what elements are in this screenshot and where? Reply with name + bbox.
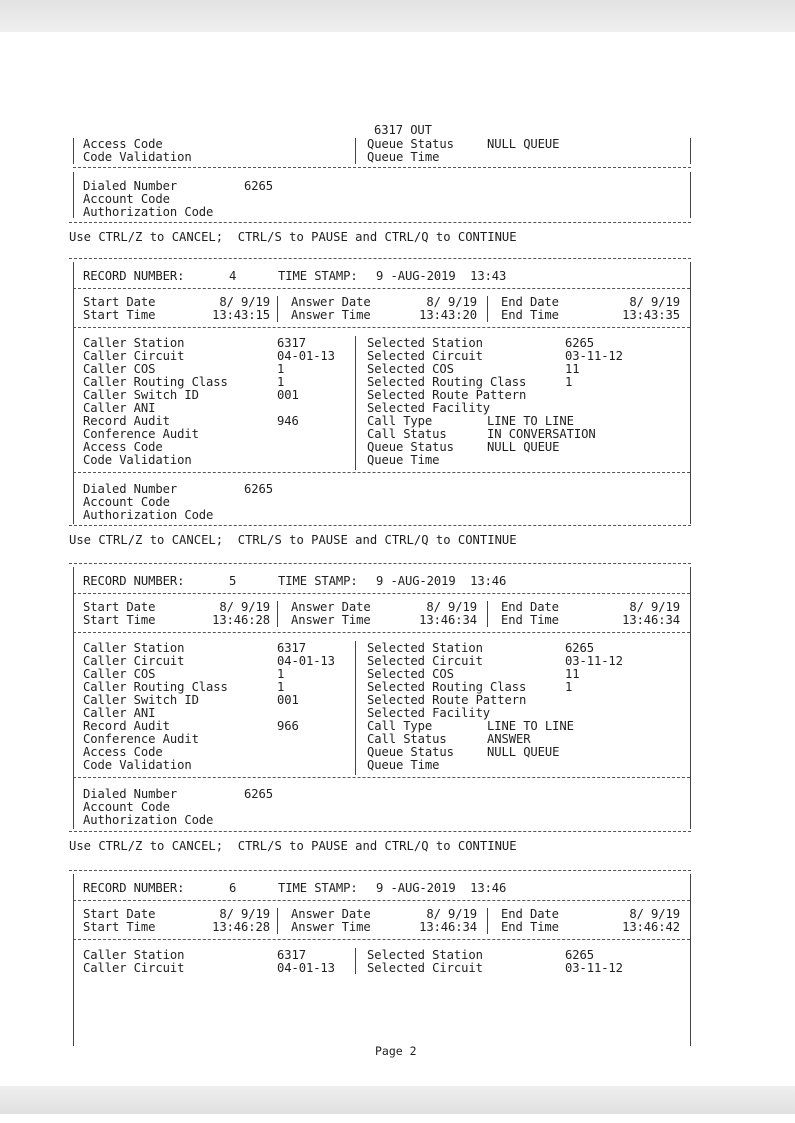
time-stamp-value: 9 -AUG-2019 13:46 [376,574,507,588]
caller-station-value: 6317 [277,336,306,350]
code-validation-label: Code Validation [83,150,192,164]
selected-routing-class-label: Selected Routing Class [367,680,527,694]
end-time-label: End Time [501,920,559,934]
queue-time-label: Queue Time [367,758,440,772]
selected-circuit-label: Selected Circuit [367,654,483,668]
call-status-value: IN CONVERSATION [487,427,596,441]
selected-routing-class-value: 1 [565,680,573,694]
caller-circuit-label: Caller Circuit [83,349,185,363]
dialed-number-value: 6265 [244,787,273,801]
call-status-label: Call Status [367,427,447,441]
call-type-label: Call Type [367,414,433,428]
answer-time-label: Answer Time [291,920,371,934]
selected-station-value: 6265 [565,641,594,655]
time-stamp-label: TIME STAMP: [278,574,358,588]
selected-facility-label: Selected Facility [367,706,491,720]
dialed-number-label: Dialed Number [83,482,178,496]
queue-time-label: Queue Time [367,453,440,467]
end-date-value: 8/ 9/19 [629,907,680,921]
caller-routing-class-label: Caller Routing Class [83,680,228,694]
caller-station-label: Caller Station [83,641,185,655]
caller-cos-label: Caller COS [83,667,156,681]
selected-cos-label: Selected COS [367,362,454,376]
selected-facility-label: Selected Facility [367,401,491,415]
queue-status-value: NULL QUEUE [487,137,560,151]
caller-station-value: 6317 [277,641,306,655]
caller-station-label: Caller Station [83,336,185,350]
selected-station-label: Selected Station [367,641,483,655]
record-audit-label: Record Audit [83,719,170,733]
caller-routing-class-label: Caller Routing Class [83,375,228,389]
end-date-value: 8/ 9/19 [629,600,680,614]
page-number: Page 2 [375,1044,417,1058]
record-number-value: 4 [229,269,237,283]
answer-date-value: 8/ 9/19 [426,907,477,921]
dialed-number-label: Dialed Number [83,179,178,193]
record-number-label: RECORD NUMBER: [83,574,185,588]
start-time-value: 13:46:28 [212,920,270,934]
start-date-label: Start Date [83,907,156,921]
selected-route-pattern-label: Selected Route Pattern [367,693,527,707]
caller-station-label: Caller Station [83,948,185,962]
time-stamp-label: TIME STAMP: [278,269,358,283]
queue-status-value: NULL QUEUE [487,440,560,454]
control-hint: Use CTRL/Z to CANCEL; CTRL/S to PAUSE and CTRL/Q to CONTINUE [69,230,517,244]
queue-status-value: NULL QUEUE [487,745,560,759]
end-time-label: End Time [501,308,559,322]
call-status-label: Call Status [367,732,447,746]
queue-status-label: Queue Status [367,745,454,759]
dialed-number-value: 6265 [244,482,273,496]
caller-circuit-value: 04-01-13 [277,349,335,363]
end-time-value: 13:46:34 [622,613,680,627]
selected-cos-label: Selected COS [367,667,454,681]
out-label: 6317 OUT [374,123,432,137]
caller-routing-class-value: 1 [277,375,285,389]
selected-cos-value: 11 [565,667,580,681]
account-code-label: Account Code [83,800,170,814]
selected-circuit-value: 03-11-12 [565,654,623,668]
caller-circuit-value: 04-01-13 [277,961,335,975]
start-date-label: Start Date [83,295,156,309]
caller-cos-value: 1 [277,667,285,681]
end-time-value: 13:43:35 [622,308,680,322]
caller-station-value: 6317 [277,948,306,962]
access-code-label: Access Code [83,137,163,151]
record-number-value: 6 [229,881,237,895]
time-stamp-value: 9 -AUG-2019 13:43 [376,269,507,283]
selected-station-value: 6265 [565,948,594,962]
answer-date-label: Answer Date [291,907,371,921]
selected-station-label: Selected Station [367,336,483,350]
conference-audit-label: Conference Audit [83,732,199,746]
start-date-value: 8/ 9/19 [219,295,270,309]
selected-station-value: 6265 [565,336,594,350]
end-date-label: End Date [501,600,559,614]
selected-circuit-value: 03-11-12 [565,349,623,363]
start-time-value: 13:46:28 [212,613,270,627]
account-code-label: Account Code [83,495,170,509]
code-validation-label: Code Validation [83,758,192,772]
answer-date-label: Answer Date [291,600,371,614]
record-audit-label: Record Audit [83,414,170,428]
selected-cos-value: 11 [565,362,580,376]
selected-station-label: Selected Station [367,948,483,962]
selected-route-pattern-label: Selected Route Pattern [367,388,527,402]
start-time-label: Start Time [83,920,156,934]
caller-cos-label: Caller COS [83,362,156,376]
answer-time-label: Answer Time [291,308,371,322]
end-time-label: End Time [501,613,559,627]
time-stamp-value: 9 -AUG-2019 13:46 [376,881,507,895]
caller-circuit-label: Caller Circuit [83,961,185,975]
caller-switch-id-value: 001 [277,693,299,707]
answer-date-value: 8/ 9/19 [426,295,477,309]
answer-time-value: 13:46:34 [419,920,477,934]
dialed-number-label: Dialed Number [83,787,178,801]
start-time-label: Start Time [83,308,156,322]
caller-circuit-label: Caller Circuit [83,654,185,668]
start-time-label: Start Time [83,613,156,627]
record-audit-value: 966 [277,719,299,733]
queue-status-label: Queue Status [367,440,454,454]
start-time-value: 13:43:15 [212,308,270,322]
end-date-label: End Date [501,295,559,309]
queue-status-label: Queue Status [367,137,454,151]
caller-circuit-value: 04-01-13 [277,654,335,668]
caller-switch-id-label: Caller Switch ID [83,388,199,402]
answer-date-value: 8/ 9/19 [426,600,477,614]
start-date-value: 8/ 9/19 [219,600,270,614]
dialed-number-value: 6265 [244,179,273,193]
selected-routing-class-label: Selected Routing Class [367,375,527,389]
queue-time-label: Queue Time [367,150,440,164]
code-validation-label: Code Validation [83,453,192,467]
end-time-value: 13:46:42 [622,920,680,934]
call-status-value: ANSWER [487,732,531,746]
end-date-value: 8/ 9/19 [629,295,680,309]
answer-date-label: Answer Date [291,295,371,309]
control-hint: Use CTRL/Z to CANCEL; CTRL/S to PAUSE and CTRL/Q to CONTINUE [69,533,517,547]
start-date-label: Start Date [83,600,156,614]
access-code-label: Access Code [83,745,163,759]
access-code-label: Access Code [83,440,163,454]
caller-ani-label: Caller ANI [83,401,156,415]
caller-cos-value: 1 [277,362,285,376]
start-date-value: 8/ 9/19 [219,907,270,921]
answer-time-label: Answer Time [291,613,371,627]
caller-routing-class-value: 1 [277,680,285,694]
record-audit-value: 946 [277,414,299,428]
call-type-label: Call Type [367,719,433,733]
selected-routing-class-value: 1 [565,375,573,389]
caller-ani-label: Caller ANI [83,706,156,720]
answer-time-value: 13:43:20 [419,308,477,322]
authorization-code-label: Authorization Code [83,508,214,522]
scan-edge-bottom [0,1086,795,1114]
time-stamp-label: TIME STAMP: [278,881,358,895]
record-number-value: 5 [229,574,237,588]
record-number-label: RECORD NUMBER: [83,269,185,283]
selected-circuit-value: 03-11-12 [565,961,623,975]
authorization-code-label: Authorization Code [83,813,214,827]
record-number-label: RECORD NUMBER: [83,881,185,895]
answer-time-value: 13:46:34 [419,613,477,627]
selected-circuit-label: Selected Circuit [367,349,483,363]
end-date-label: End Date [501,907,559,921]
scan-edge-top [0,0,795,32]
caller-switch-id-value: 001 [277,388,299,402]
call-type-value: LINE TO LINE [487,414,574,428]
authorization-code-label: Authorization Code [83,205,214,219]
call-type-value: LINE TO LINE [487,719,574,733]
selected-circuit-label: Selected Circuit [367,961,483,975]
account-code-label: Account Code [83,192,170,206]
conference-audit-label: Conference Audit [83,427,199,441]
caller-switch-id-label: Caller Switch ID [83,693,199,707]
control-hint: Use CTRL/Z to CANCEL; CTRL/S to PAUSE and CTRL/Q to CONTINUE [69,839,517,853]
